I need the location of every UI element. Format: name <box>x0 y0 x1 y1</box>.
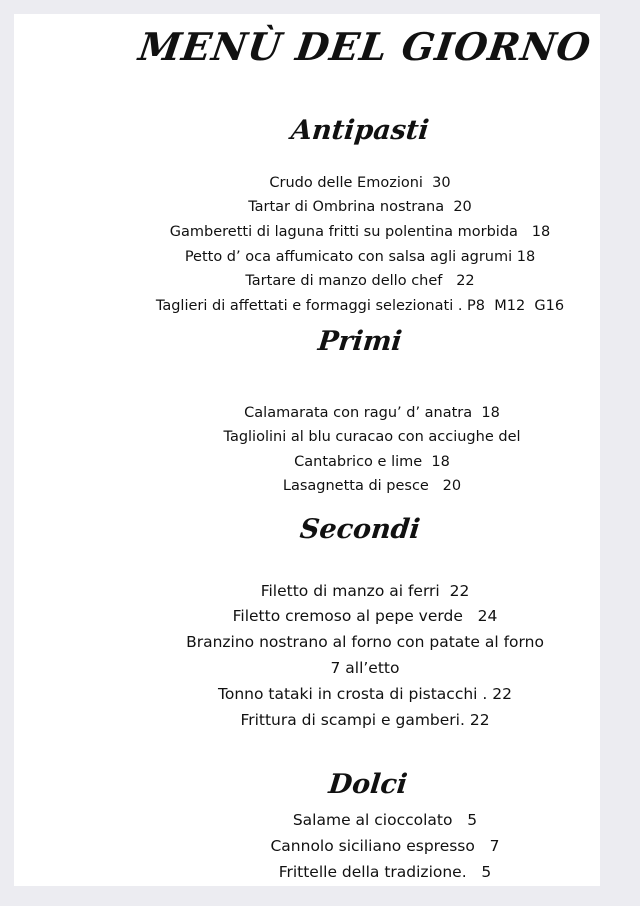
section-title-primi: Primi <box>316 326 404 357</box>
section-title-dolci: Dolci <box>327 769 409 800</box>
menu-item: Crudo delle Emozioni 30 <box>269 175 451 191</box>
menu-item: Tartare di manzo dello chef 22 <box>245 273 475 289</box>
section-title-antipasti: Antipasti <box>289 115 431 146</box>
menu-item: Salame al cioccolato 5 <box>292 811 478 829</box>
menu-item: Gamberetti di laguna fritti su polentina morbida 18 <box>169 224 551 240</box>
menu-item: Tagliolini al blu curacao con acciughe del <box>223 429 521 445</box>
menu-title: MENÙ DEL GIORNO <box>135 24 595 69</box>
menu-item: Branzino nostrano al forno con patate al forno <box>186 633 544 651</box>
menu-item: Calamarata con ragu’ d’ anatra 18 <box>244 405 500 421</box>
menu-item: Frittura di scampi e gamberi. 22 <box>240 711 490 729</box>
menu-item: Filetto cremoso al pepe verde 24 <box>232 607 498 625</box>
menu-item: Tonno tataki in crosta di pistacchi . 22 <box>218 685 512 703</box>
menu-item: Cannolo siciliano espresso 7 <box>270 837 500 855</box>
menu-item: Tartar di Ombrina nostrana 20 <box>248 199 472 215</box>
menu-item: Lasagnetta di pesce 20 <box>282 478 462 494</box>
menu-item: Petto d’ oca affumicato con salsa agli agrumi 18 <box>184 249 536 265</box>
section-title-secondi: Secondi <box>298 514 422 545</box>
menu-item: 7 all’etto <box>330 659 400 677</box>
menu-item: Taglieri di affettati e formaggi selezionati . P8 M12 G16 <box>155 298 565 314</box>
menu-item: Cantabrico e lime 18 <box>294 454 450 470</box>
menu-item: Frittelle della tradizione. 5 <box>278 863 492 881</box>
menu-item: Filetto di manzo ai ferri 22 <box>260 582 470 600</box>
